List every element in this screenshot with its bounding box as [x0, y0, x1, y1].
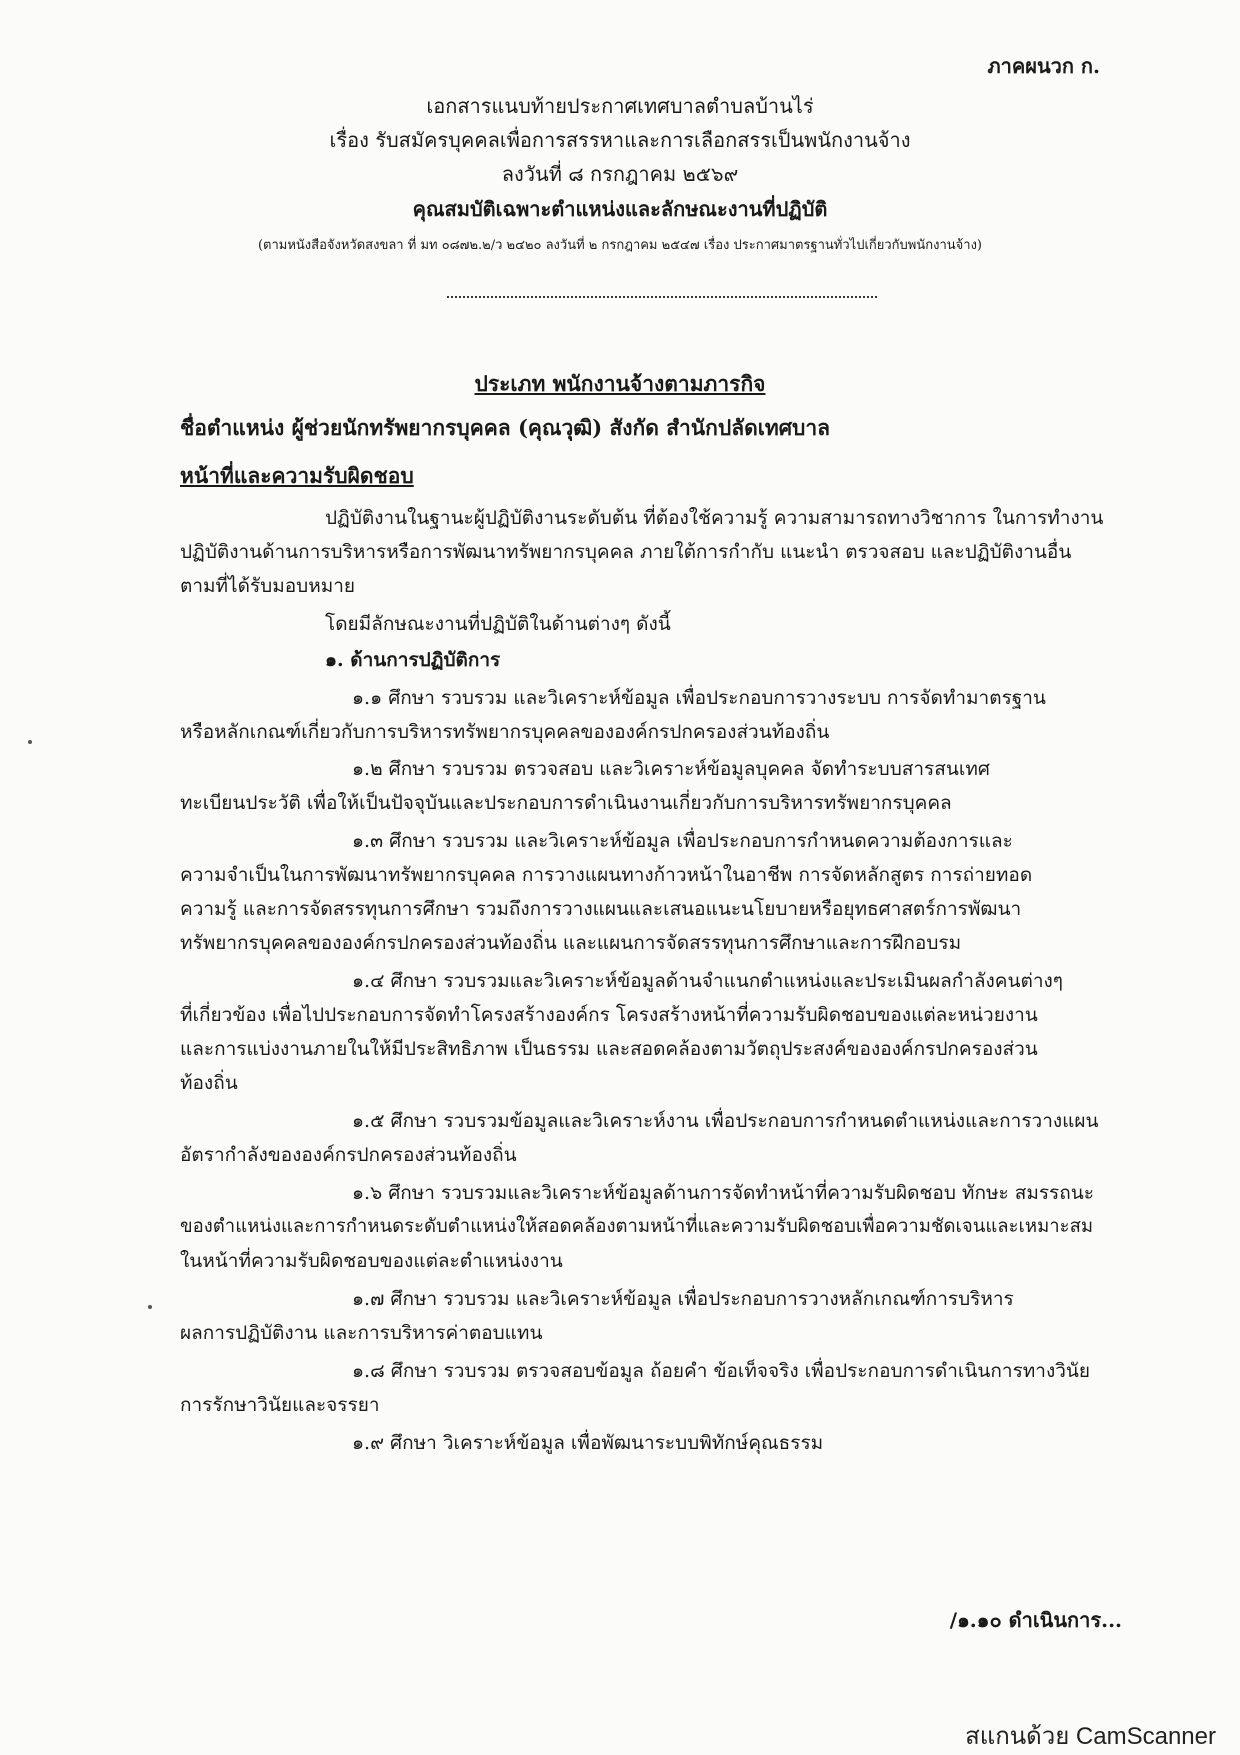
- body-line: ความรู้ และการจัดสรรทุนการศึกษา รวมถึงการวางแผนและเสนอแนะนโยบายหรือยุทธศาสตร์การพัฒนา: [180, 898, 1022, 920]
- employee-type-title: ประเภท พนักงานจ้างตามภารกิจ: [474, 371, 766, 396]
- body-line: ๑.๒ ศึกษา รวบรวม ตรวจสอบ และวิเคราะห์ข้อมูลบุคคล จัดทำระบบสารสนเทศ: [352, 758, 990, 780]
- body-line: ๑.๙ ศึกษา วิเคราะห์ข้อมูล เพื่อพัฒนาระบบพิทักษ์คุณธรรม: [352, 1432, 824, 1454]
- scan-speck: [28, 740, 32, 744]
- header-reference: (ตามหนังสือจังหวัดสงขลา ที่ มท ๐๘๗๒.๒/ว ๒๔๒๐ ลงวันที่ ๒ กรกฎาคม ๒๕๔๗ เรื่อง ประกาศมาตรฐานทั่วไปเกี่ยวกับพนักงานจ้าง): [257, 238, 983, 253]
- body-line: ๑.๖ ศึกษา รวบรวมและวิเคราะห์ข้อมูลด้านการจัดทำหน้าที่ความรับผิดชอบ ทักษะ สมรรถนะ: [352, 1182, 1094, 1204]
- body-line: ทรัพยากรบุคคลขององค์กรปกครองส่วนท้องถิ่น และแผนการจัดสรรทุนการศึกษาและการฝึกอบรม: [180, 932, 962, 954]
- header-title: คุณสมบัติเฉพาะตำแหน่งและลักษณะงานที่ปฏิบัติ: [412, 197, 828, 221]
- body-line: ปฏิบัติงานด้านการบริหารหรือการพัฒนาทรัพยากรบุคคล ภายใต้การกำกับ แนะนำ ตรวจสอบ และปฏิบัติงานอื่น: [180, 541, 1072, 563]
- body-line: และการแบ่งงานภายในให้มีประสิทธิภาพ เป็นธรรม และสอดคล้องตามวัตถุประสงค์ขององค์กรปกครองส่วน: [180, 1038, 1038, 1060]
- dotted-divider: [447, 296, 877, 298]
- body-line: ๑.๗ ศึกษา รวบรวม และวิเคราะห์ข้อมูล เพื่อประกอบการวางหลักเกณฑ์การบริหาร: [352, 1288, 1014, 1310]
- body-line: ความจำเป็นในการพัฒนาทรัพยากรบุคคล การวางแผนทางก้าวหน้าในอาชีพ การจัดหลักสูตร การถ่ายทอด: [180, 864, 1033, 886]
- body-line: โดยมีลักษณะงานที่ปฏิบัติในด้านต่างๆ ดังนี้: [325, 613, 671, 635]
- scanner-watermark: สแกนด้วย CamScanner: [965, 1723, 1216, 1750]
- body-line: ๑.๘ ศึกษา รวบรวม ตรวจสอบข้อมูล ถ้อยคำ ข้อเท็จจริง เพื่อประกอบการดำเนินการทางวินัย: [352, 1360, 1091, 1382]
- body-line: ที่เกี่ยวข้อง เพื่อไปประกอบการจัดทำโครงสร้างองค์กร โครงสร้างหน้าที่ความรับผิดชอบของแต่ละหน่วยงาน: [180, 1004, 1038, 1026]
- header-line-1: เอกสารแนบท้ายประกาศเทศบาลตำบลบ้านไร่: [426, 94, 814, 118]
- body-line: ผลการปฏิบัติงาน และการบริหารค่าตอบแทน: [180, 1322, 543, 1344]
- body-line: หรือหลักเกณฑ์เกี่ยวกับการบริหารทรัพยากรบุคคลขององค์กรปกครองส่วนท้องถิ่น: [180, 721, 830, 743]
- body-line: อัตรากำลังขององค์กรปกครองส่วนท้องถิ่น: [180, 1144, 517, 1166]
- body-line: การรักษาวินัยและจรรยา: [180, 1394, 380, 1416]
- appendix-label: ภาคผนวก ก.: [987, 54, 1100, 78]
- header-line-2: เรื่อง รับสมัครบุคคลเพื่อการสรรหาและการเลือกสรรเป็นพนักงานจ้าง: [329, 128, 911, 152]
- body-line: ตามที่ได้รับมอบหมาย: [180, 575, 356, 597]
- body-line: ๑.๑ ศึกษา รวบรวม และวิเคราะห์ข้อมูล เพื่อประกอบการวางระบบ การจัดทำมาตรฐาน: [352, 687, 1046, 709]
- position-line: ชื่อตำแหน่ง ผู้ช่วยนักทรัพยากรบุคคล (คุณวุฒิ) สังกัด สำนักปลัดเทศบาล: [180, 415, 831, 440]
- body-line: ของตำแหน่งและการกำหนดระดับตำแหน่งให้สอดคล้องตามหน้าที่และความรับผิดชอบเพื่อความชัดเจนและเหมาะสม: [180, 1216, 1094, 1237]
- section-heading: ๑. ด้านการปฏิบัติการ: [325, 649, 501, 671]
- body-line: ๑.๕ ศึกษา รวบรวมข้อมูลและวิเคราะห์งาน เพื่อประกอบการกำหนดตำแหน่งและการวางแผน: [352, 1110, 1099, 1132]
- body-line: ทะเบียนประวัติ เพื่อให้เป็นปัจจุบันและประกอบการดำเนินงานเกี่ยวกับการบริหารทรัพยากรบุคคล: [180, 792, 952, 814]
- body-line: ๑.๔ ศึกษา รวบรวมและวิเคราะห์ข้อมูลด้านจำแนกตำแหน่งและประเมินผลกำลังคนต่างๆ: [352, 970, 1063, 992]
- body-line: ท้องถิ่น: [180, 1072, 238, 1094]
- header-date: ลงวันที่ ๘ กรกฎาคม ๒๕๖๙: [501, 162, 739, 186]
- scan-speck: [148, 1305, 152, 1309]
- next-page-marker: /๑.๑๐ ดำเนินการ...: [949, 1608, 1122, 1632]
- body-line: ในหน้าที่ความรับผิดชอบของแต่ละตำแหน่งงาน: [180, 1250, 563, 1272]
- duties-heading: หน้าที่และความรับผิดชอบ: [180, 463, 414, 488]
- body-line: ๑.๓ ศึกษา รวบรวม และวิเคราะห์ข้อมูล เพื่อประกอบการกำหนดความต้องการและ: [352, 830, 1013, 852]
- body-line: ปฏิบัติงานในฐานะผู้ปฏิบัติงานระดับต้น ที่ต้องใช้ความรู้ ความสามารถทางวิชาการ ในการทำงาน: [325, 507, 1104, 529]
